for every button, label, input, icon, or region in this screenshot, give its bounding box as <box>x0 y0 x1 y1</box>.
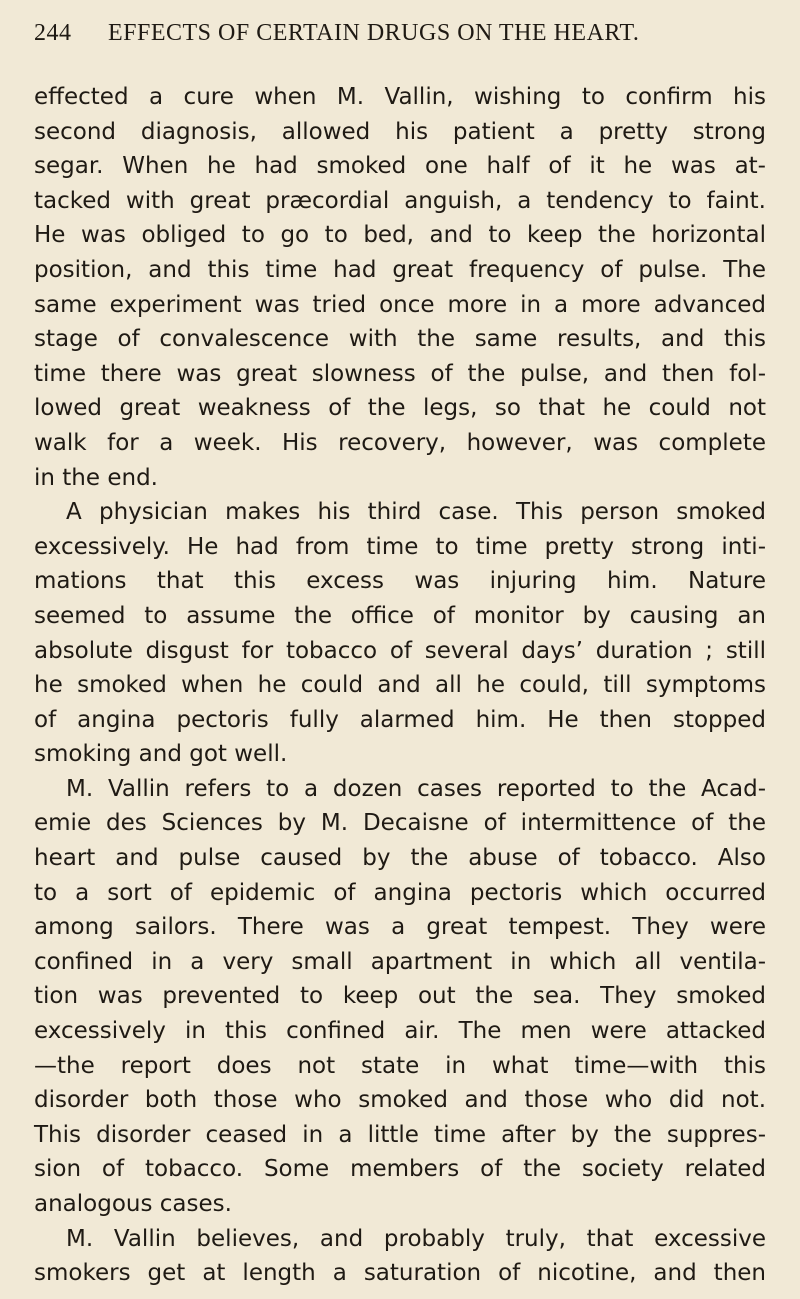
text-line: he smoked when he could and all he could, till symptoms <box>34 672 766 699</box>
text-line: This disorder ceased in a little time after by the suppres- <box>34 1121 766 1148</box>
text-line: among sailors. There was a great tempest. They were <box>34 914 766 941</box>
text-line: A physician makes his third case. This person smoked <box>66 499 766 526</box>
text-line: heart and pulse caused by the abuse of tobacco. Also <box>34 845 766 872</box>
text-line: —the report does not state in what time—with this <box>34 1052 766 1079</box>
text-line: in the end. <box>34 464 158 491</box>
text-line: excessively in this confined air. The men were attacked <box>34 1018 766 1045</box>
text-line: lowed great weakness of the legs, so that he could not <box>34 395 766 422</box>
text-line: walk for a week. His recovery, however, was complete <box>34 429 766 456</box>
text-line: disorder both those who smoked and those who did not. <box>34 1087 766 1114</box>
text-line: M. Vallin believes, and probably truly, that excessive <box>66 1225 766 1252</box>
text-line: seemed to assume the office of monitor by causing an <box>34 602 766 629</box>
text-line: smoking and got well. <box>34 741 288 768</box>
text-line: of angina pectoris fully alarmed him. He then stopped <box>34 706 766 733</box>
text-line: excessively. He had from time to time pretty strong inti- <box>34 533 766 560</box>
text-line: emie des Sciences by M. Decaisne of intermittence of the <box>34 810 766 837</box>
text-line: mations that this excess was injuring him. Nature <box>34 568 766 595</box>
text-line: He was obliged to go to bed, and to keep the horizontal <box>34 222 766 249</box>
text-line: time there was great slowness of the pulse, and then fol- <box>34 360 766 387</box>
text-line: sion of tobacco. Some members of the society related <box>34 1156 766 1183</box>
running-head <box>34 20 766 66</box>
text-line: smokers get at length a saturation of nicotine, and then <box>34 1260 766 1287</box>
text-line: second diagnosis, allowed his patient a pretty strong <box>34 118 766 145</box>
text-line: absolute disgust for tobacco of several days’ duration ; still <box>34 637 766 664</box>
text-line: same experiment was tried once more in a more advanced <box>34 291 766 318</box>
text-line: confined in a very small apartment in which all ventila- <box>34 948 766 975</box>
text-line: stage of convalescence with the same results, and this <box>34 326 766 353</box>
text-line: segar. When he had smoked one half of it he was at- <box>34 153 766 180</box>
text-line: position, and this time had great frequency of pulse. The <box>34 256 766 283</box>
body-text <box>34 80 766 1291</box>
text-line: M. Vallin refers to a dozen cases reported to the Acad- <box>66 775 766 802</box>
text-line: effected a cure when M. Vallin, wishing to confirm his <box>34 84 766 110</box>
text-line: to a sort of epidemic of angina pectoris which occurred <box>34 879 766 906</box>
running-title: EFFECTS OF CERTAIN DRUGS ON THE HEART. <box>108 20 640 46</box>
page-number: 244 <box>34 20 72 46</box>
text-line: analogous cases. <box>34 1191 232 1217</box>
text-line: tion was prevented to keep out the sea. They smoked <box>34 983 766 1010</box>
text-line: tacked with great præcordial anguish, a tendency to faint. <box>34 187 766 214</box>
